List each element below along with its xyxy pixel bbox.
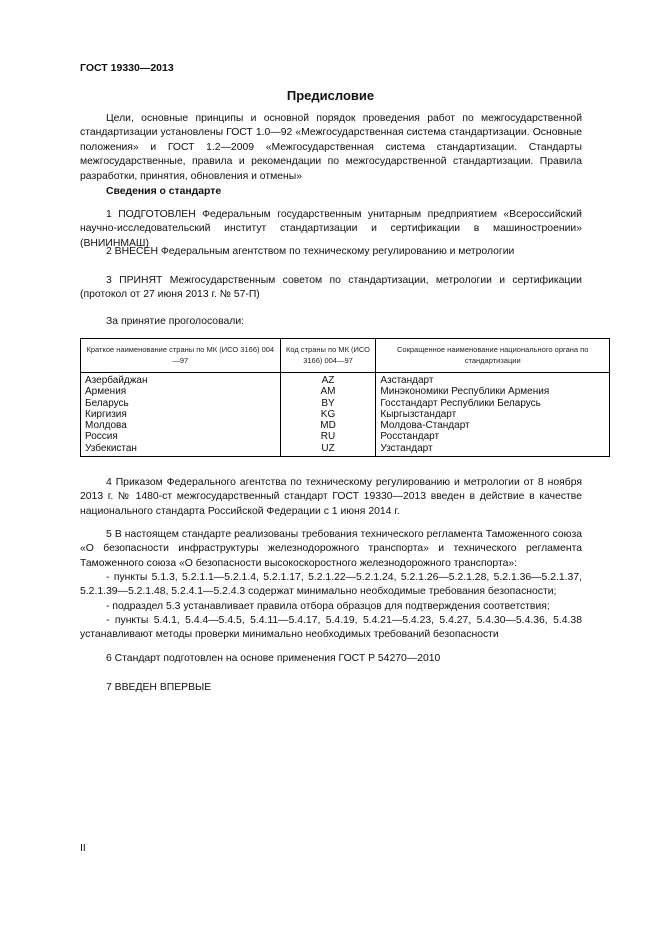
voted-label: За принятие проголосовали: xyxy=(106,316,245,327)
document-code: ГОСТ 19330—2013 xyxy=(80,62,174,74)
table-row xyxy=(81,373,610,387)
countries-table xyxy=(80,338,610,457)
cell-country: Азербайджан xyxy=(81,373,281,387)
intro-paragraph: Цели, основные принципы и основной порядок проведения работ по межгосударственной стандартизации установлены ГОСТ 1.0—92 «Межгосударственная система стандартизации. Основные положения» и ГОСТ 1.2—2009 «Межгосударственная система стандартизации. Стандарты межгосударственные, правила и рекомендации по межгосударственной стандартизации. Правила разработки, принятия, обновления и отмены» xyxy=(80,113,582,182)
table-row xyxy=(81,443,610,457)
item-5: 5 В настоящем стандарте реализованы требования технического регламента Таможенного союза «О безопасности инфраструктуры железнодорожного транспорта» и технического регламента Таможенного союза «О безопасности высокоскоростного железнодорожного транспорта»: xyxy=(80,529,582,569)
cell-body: Госстандарт Республики Беларусь xyxy=(376,398,610,409)
cell-body: Молдова-Стандарт xyxy=(376,420,610,431)
item-2: 2 ВНЕСЕН Федеральным агентством по техническому регулированию и метрологии xyxy=(106,246,515,257)
cell-code: RU xyxy=(280,431,376,442)
cell-country: Россия xyxy=(81,431,281,442)
table-row xyxy=(81,420,610,431)
page-title: Предисловие xyxy=(286,88,375,103)
cell-body: Кыргызстандарт xyxy=(376,409,610,420)
table-row xyxy=(81,386,610,397)
cell-country: Армения xyxy=(81,386,281,397)
cell-code: UZ xyxy=(280,443,376,457)
cell-body: Минэкономики Республики Армения xyxy=(376,386,610,397)
cell-code: BY xyxy=(280,398,376,409)
table-header-row xyxy=(81,339,610,373)
cell-country: Узбекистан xyxy=(81,443,281,457)
table-row xyxy=(81,431,610,442)
header-country-name: Краткое наименование страны по МК (ИСО 3166) 004—97 xyxy=(81,339,281,373)
info-heading: Сведения о стандарте xyxy=(106,186,222,197)
header-country-code: Код страны по МК (ИСО 3166) 004—97 xyxy=(280,339,376,373)
cell-code: KG xyxy=(280,409,376,420)
cell-code: AM xyxy=(280,386,376,397)
cell-body: Узстандарт xyxy=(376,443,610,457)
cell-code: AZ xyxy=(280,373,376,387)
cell-country: Беларусь xyxy=(81,398,281,409)
item-7: 7 ВВЕДЕН ВПЕРВЫЕ xyxy=(106,682,212,693)
cell-body: Азстандарт xyxy=(376,373,610,387)
item-5-list-1: - пункты 5.1.3, 5.2.1.1—5.2.1.4, 5.2.1.17, 5.2.1.22—5.2.1.24, 5.2.1.26—5.2.1.28, 5.2.1.36—5.2.1.37, 5.2.1.39—5.2.1.48, 5.2.4.1—5.2.4.3 содержат минимально необходимые требования безопасности; xyxy=(80,572,582,598)
item-4: 4 Приказом Федерального агентства по техническому регулированию и метрологии от 8 ноября 2013 г. № 1480-ст межгосударственный стандарт ГОСТ 19330—2013 введен в действие в качестве национального стандарта Российской Федерации с 1 июня 2014 г. xyxy=(80,477,582,517)
table-row xyxy=(81,398,610,409)
cell-country: Киргизия xyxy=(81,409,281,420)
item-5-list-3: - пункты 5.4.1, 5.4.4—5.4.5, 5.4.11—5.4.17, 5.4.19, 5.4.21—5.4.23, 5.4.27, 5.4.30—5.4.36, 5.4.38 устанавливают методы проверки минимально необходимых требований безопасности xyxy=(80,615,582,641)
table-row xyxy=(81,409,610,420)
item-1: 1 ПОДГОТОВЛЕН Федеральным государственным унитарным предприятием «Всероссийский научно-исследовательский институт стандартизации и сертификации в машиностроении» (ВНИИНМАШ) xyxy=(80,209,582,249)
cell-body: Росстандарт xyxy=(376,431,610,442)
item-6: 6 Стандарт подготовлен на основе применения ГОСТ Р 54270—2010 xyxy=(106,653,441,664)
item-5-list-2: - подраздел 5.3 устанавливает правила отбора образцов для подтверждения соответствия; xyxy=(106,601,550,612)
header-national-body: Сокращенное наименование национального органа по стандартизации xyxy=(376,339,610,373)
item-3: 3 ПРИНЯТ Межгосударственным советом по стандартизации, метрологии и сертификации (протокол от 27 июня 2013 г. № 57-П) xyxy=(80,275,582,301)
cell-country: Молдова xyxy=(81,420,281,431)
cell-code: MD xyxy=(280,420,376,431)
page-number: II xyxy=(80,842,86,854)
